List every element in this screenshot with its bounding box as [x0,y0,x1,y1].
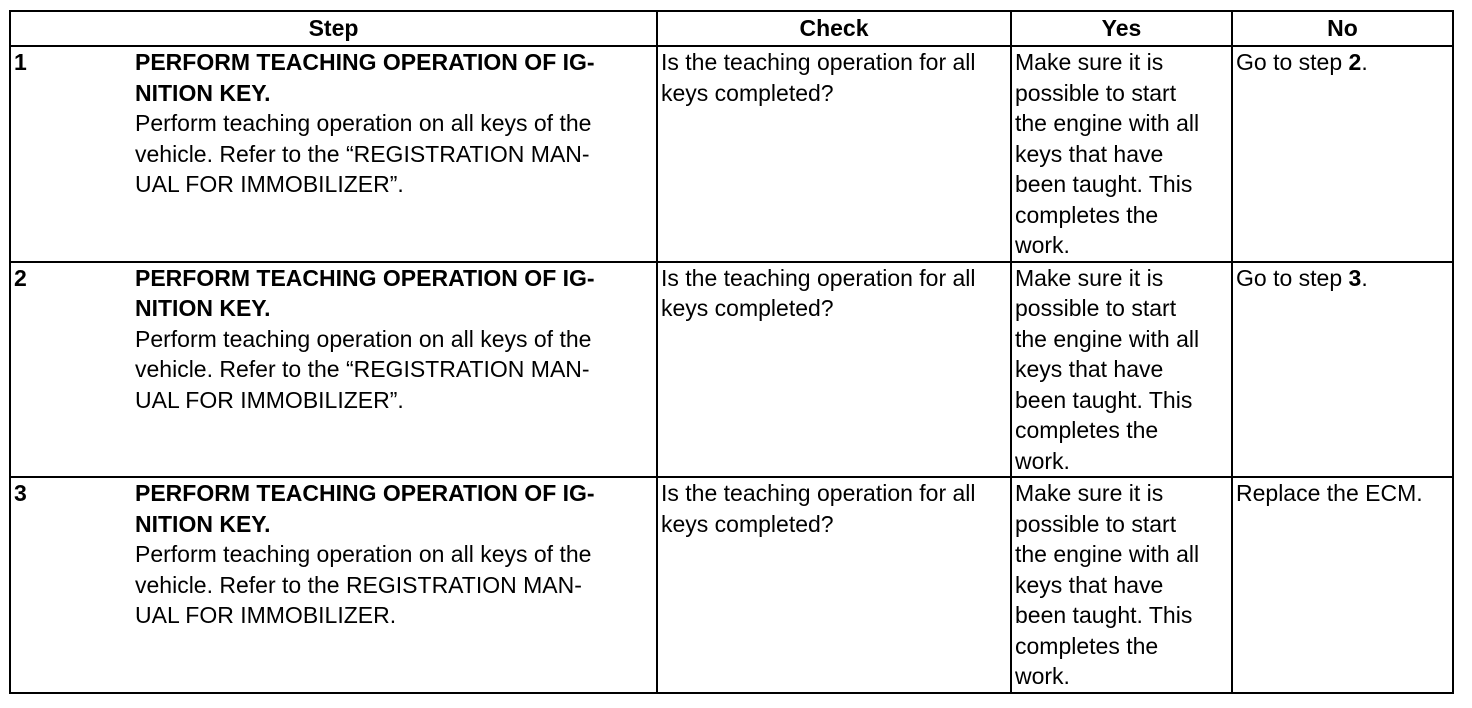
step-text-line: UAL FOR IMMOBILIZER”. [135,386,404,413]
table-header-row [10,11,1453,46]
no-cell [1232,477,1453,693]
step-text-line: vehicle. Refer to the REGISTRATION MAN- [135,571,582,598]
yes-text-line: completes the [1015,201,1159,228]
no-cell [1232,262,1453,478]
yes-text-line: work. [1015,232,1070,258]
diagnostic-procedure-table [9,10,1454,694]
yes-text-line: Make sure it is [1015,49,1164,75]
yes-text-line: the engine with all [1015,325,1200,352]
step-title-line: PERFORM TEACHING OPERATION OF IG- [135,264,595,291]
check-text-line: keys completed? [661,295,834,321]
no-text-suffix: . [1361,49,1368,75]
step-title-line: NITION KEY. [135,295,271,321]
header-step: Step [10,11,657,46]
step-text-line: Perform teaching operation on all keys of the [135,110,592,136]
table-row [10,477,1453,693]
yes-text-line: keys that have [1015,356,1164,382]
step-cell [10,477,657,693]
step-number: 2 [14,264,27,291]
step-cell [10,262,657,478]
step-number: 3 [14,480,27,506]
step-title-line: PERFORM TEACHING OPERATION OF IG- [135,49,595,75]
yes-cell [1011,477,1232,693]
no-text: Replace the ECM. [1236,480,1423,506]
yes-text-line: possible to start [1015,510,1177,537]
yes-text-line: possible to start [1015,295,1177,321]
check-cell [657,46,1011,262]
step-text-line: vehicle. Refer to the “REGISTRATION MAN- [135,140,590,167]
yes-text-line: completes the [1015,632,1159,659]
yes-text-line: work. [1015,447,1070,474]
no-cell [1232,46,1453,262]
step-text-line: UAL FOR IMMOBILIZER”. [135,171,404,197]
yes-text-line: been taught. This [1015,602,1193,628]
header-yes: Yes [1011,11,1232,46]
check-text-line: keys completed? [661,79,834,106]
step-title-line: NITION KEY. [135,510,271,537]
yes-text-line: Make sure it is [1015,480,1164,506]
check-cell [657,477,1011,693]
yes-text-line: keys that have [1015,571,1164,598]
step-text-line: UAL FOR IMMOBILIZER. [135,602,397,628]
yes-text-line: the engine with all [1015,541,1200,567]
yes-text-line: work. [1015,663,1070,689]
step-title-line: PERFORM TEACHING OPERATION OF IG- [135,480,595,506]
check-text-line: Is the teaching operation for all [661,264,976,291]
table-row [10,46,1453,262]
step-text-line: Perform teaching operation on all keys of the [135,541,592,567]
no-text: Go to step [1236,264,1349,291]
yes-text-line: possible to start [1015,79,1177,106]
no-step-ref: 3 [1348,264,1362,291]
step-text-line: vehicle. Refer to the “REGISTRATION MAN- [135,356,590,382]
check-text-line: Is the teaching operation for all [661,480,976,506]
check-cell [657,262,1011,478]
table-row [10,262,1453,478]
yes-text-line: completes the [1015,417,1159,443]
step-body [135,263,656,416]
step-cell [10,46,657,262]
diagnostic-procedure-sheet [9,10,1454,694]
step-text-line: Perform teaching operation on all keys of the [135,325,592,352]
yes-text-line: keys that have [1015,140,1164,167]
check-text-line: keys completed? [661,510,834,537]
no-text: Go to step [1236,49,1349,75]
header-check: Check [657,11,1011,46]
yes-text-line: the engine with all [1015,110,1200,136]
yes-text-line: been taught. This [1015,386,1193,413]
yes-text-line: been taught. This [1015,171,1193,197]
no-text-suffix: . [1361,264,1368,291]
check-text-line: Is the teaching operation for all [661,49,976,75]
no-step-ref: 2 [1348,49,1362,75]
step-number: 1 [14,49,27,75]
yes-text-line: Make sure it is [1015,264,1164,291]
yes-cell [1011,262,1232,478]
step-body [135,47,656,200]
step-body [135,478,656,631]
header-no: No [1232,11,1453,46]
step-title-line: NITION KEY. [135,79,271,106]
yes-cell [1011,46,1232,262]
